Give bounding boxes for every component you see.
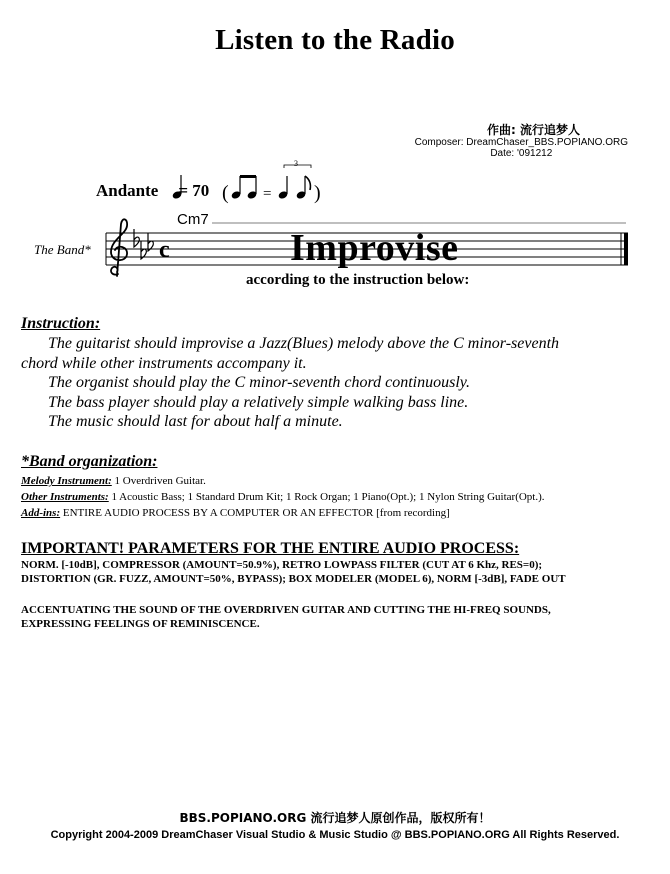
band-organization-list bbox=[21, 473, 651, 521]
according-text: according to the instruction below: bbox=[246, 272, 470, 288]
band-organization-heading: *Band organization: bbox=[21, 453, 158, 470]
instruction-line: The music should last for about half a minute. bbox=[48, 413, 343, 431]
add-ins-label: Add-ins: bbox=[21, 507, 61, 519]
key-signature-flats-icon bbox=[134, 229, 153, 259]
treble-clef-icon bbox=[111, 219, 127, 276]
other-instruments-value: 1 Acoustic Bass; 1 Standard Drum Kit; 1 Rock Organ; 1 Piano(Opt.); 1 Nylon String Guitar(Opt.). bbox=[111, 491, 545, 503]
chord-symbol: Cm7 bbox=[177, 211, 209, 228]
parameters-line: NORM. [-10dB], COMPRESSOR (AMOUNT=50.9%), RETRO LOWPASS FILTER (CUT AT 6 Khz, RES=0); bbox=[21, 559, 543, 571]
accent-line: EXPRESSING FEELINGS OF REMINISCENCE. bbox=[21, 618, 260, 630]
add-ins-value: ENTIRE AUDIO PROCESS BY A COMPUTER OR AN EFFECTOR [from recording] bbox=[62, 507, 450, 519]
tempo-word: Andante bbox=[96, 181, 159, 200]
instruction-body bbox=[21, 334, 631, 432]
instruction-heading: Instruction: bbox=[21, 315, 101, 332]
footer-copyright: Copyright 2004-2009 DreamChaser Visual Studio & Music Studio @ BBS.POPIANO.ORG All Rights Reserved. bbox=[50, 829, 620, 841]
melody-instrument-row bbox=[21, 473, 651, 489]
composer-name: Composer: DreamChaser_BBS.POPIANO.ORG bbox=[414, 137, 628, 148]
tempo-bpm: = 70 bbox=[178, 181, 210, 200]
instruction-line: The organist should play the C minor-seventh chord continuously. bbox=[48, 374, 471, 392]
instruction-line: The bass player should play a relatively simple walking bass line. bbox=[48, 393, 469, 411]
instruction-line: chord while other instruments accompany it. bbox=[21, 354, 307, 372]
paren-close: ) bbox=[314, 182, 321, 204]
time-signature: c bbox=[159, 237, 170, 263]
swing-rhythm-icon bbox=[222, 159, 321, 204]
parameters-text bbox=[21, 558, 653, 586]
composer-chinese: 作曲: 流行追梦人 bbox=[487, 123, 580, 137]
footer-site: BBS.POPIANO.ORG 流行追梦人原创作品，版权所有！ bbox=[179, 811, 491, 825]
important-heading: IMPORTANT! PARAMETERS FOR THE ENTIRE AUDIO PROCESS: bbox=[21, 540, 520, 557]
instruction-line: The guitarist should improvise a Jazz(Blues) melody above the C minor-seventh bbox=[48, 335, 560, 352]
other-instruments-label: Other Instruments: bbox=[21, 491, 109, 503]
improvise-label: Improvise bbox=[290, 227, 459, 269]
tempo-marking bbox=[96, 181, 209, 201]
parameters-line: DISTORTION (GR. FUZZ, AMOUNT=50%, BYPASS); BOX MODELER (MODEL 6), NORM [-3dB], FADE OUT bbox=[21, 573, 566, 585]
instrument-label: The Band* bbox=[34, 242, 91, 257]
triplet-number: 3 bbox=[294, 159, 298, 168]
composer-date: Date: '091212 bbox=[490, 148, 553, 159]
other-instruments-row bbox=[21, 489, 651, 505]
melody-instrument-label: Melody Instrument: bbox=[21, 475, 112, 487]
melody-instrument-value: 1 Overdriven Guitar. bbox=[114, 475, 206, 487]
equals-sign: = bbox=[263, 186, 272, 202]
paren-open: ( bbox=[222, 182, 229, 204]
add-ins-row bbox=[21, 505, 651, 521]
accent-line: ACCENTUATING THE SOUND OF THE OVERDRIVEN GUITAR AND CUTTING THE HI-FREQ SOUNDS, bbox=[21, 604, 551, 616]
page-title: Listen to the Radio bbox=[215, 24, 455, 56]
accent-text bbox=[21, 603, 653, 631]
